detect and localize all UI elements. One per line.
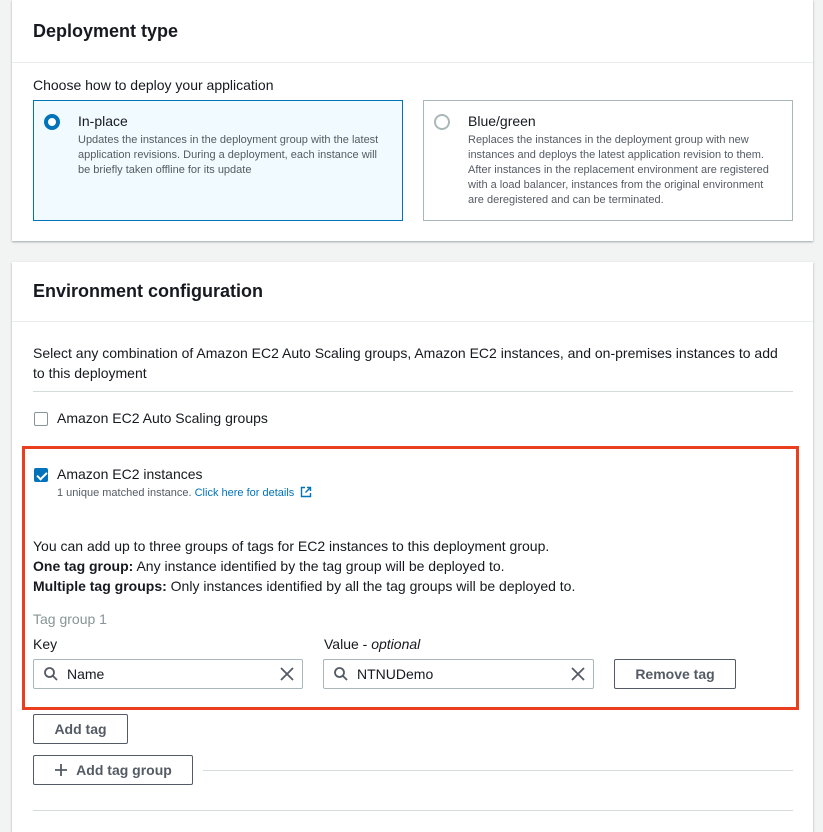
environment-config-header [12,262,813,322]
blue-green-option[interactable] [423,100,793,221]
add-tag-group-button[interactable] [33,755,193,785]
clear-icon[interactable] [272,659,302,689]
tag-key-value[interactable]: Name [67,666,105,682]
details-link[interactable]: Click here for details [194,487,295,499]
multi-tag-bold: Multiple tag groups: [33,578,167,594]
tag-info-line1: You can add up to three groups of tags for EC2 instances to this deployment group. [33,538,550,554]
divider [33,391,793,392]
blue-green-description: Replaces the instances in the deployment group with new instances and deploys the latest application revision to them. After instances in the replacement environment are registered with a load balancer, instances from the original environment are deregistered and can be terminated. [468,134,769,206]
tag-value-value[interactable]: NTNUDemo [357,666,434,682]
multi-tag-text: Only instances identified by all the tag groups will be deployed to. [166,578,576,594]
matched-instances [57,486,312,499]
add-tag-group-label: Add tag group [76,762,172,778]
value-label [324,636,420,652]
blue-green-radio[interactable] [434,114,450,130]
environment-description: Select any combination of Amazon EC2 Auto Scaling groups, Amazon EC2 instances, and on-premises instances to add to this deployment [33,345,778,381]
in-place-radio[interactable] [44,114,60,130]
divider [203,770,793,771]
tag-group-label: Tag group 1 [33,611,107,627]
search-icon [43,666,59,682]
ec2-checkbox[interactable] [34,468,48,482]
one-tag-line [33,556,575,576]
clear-icon[interactable] [563,659,593,689]
environment-config-title: Environment configuration [33,281,264,301]
divider [33,810,793,811]
value-label-text: Value - [324,636,372,652]
deploy-prompt: Choose how to deploy your application [33,77,274,93]
asg-label: Amazon EC2 Auto Scaling groups [57,410,268,426]
value-optional: optional [371,636,421,652]
ec2-label: Amazon EC2 instances [57,466,203,482]
matched-text: 1 unique matched instance. [57,487,192,499]
in-place-description: Updates the instances in the deployment group with the latest application revisions. During a deployment, each instance will be briefly taken offline for its update [78,134,379,176]
tag-key-input[interactable] [33,659,303,689]
external-link-icon[interactable] [300,486,312,498]
add-tag-button[interactable]: Add tag [33,714,128,744]
multi-tag-line [33,576,575,596]
remove-tag-button[interactable]: Remove tag [614,659,736,689]
asg-checkbox[interactable] [34,412,48,426]
deployment-type-title: Deployment type [33,20,179,41]
blue-green-label: Blue/green [468,113,536,129]
in-place-label: In-place [78,113,128,129]
search-icon [333,666,349,682]
key-label: Key [33,636,58,652]
tag-value-input[interactable] [323,659,594,689]
one-tag-text: Any instance identified by the tag group will be deployed to. [133,558,505,574]
plus-icon [54,763,68,777]
deployment-type-panel [12,0,813,241]
one-tag-bold: One tag group: [33,558,134,574]
in-place-option[interactable] [33,100,403,221]
tag-info [33,536,575,596]
deployment-type-header [12,0,813,63]
